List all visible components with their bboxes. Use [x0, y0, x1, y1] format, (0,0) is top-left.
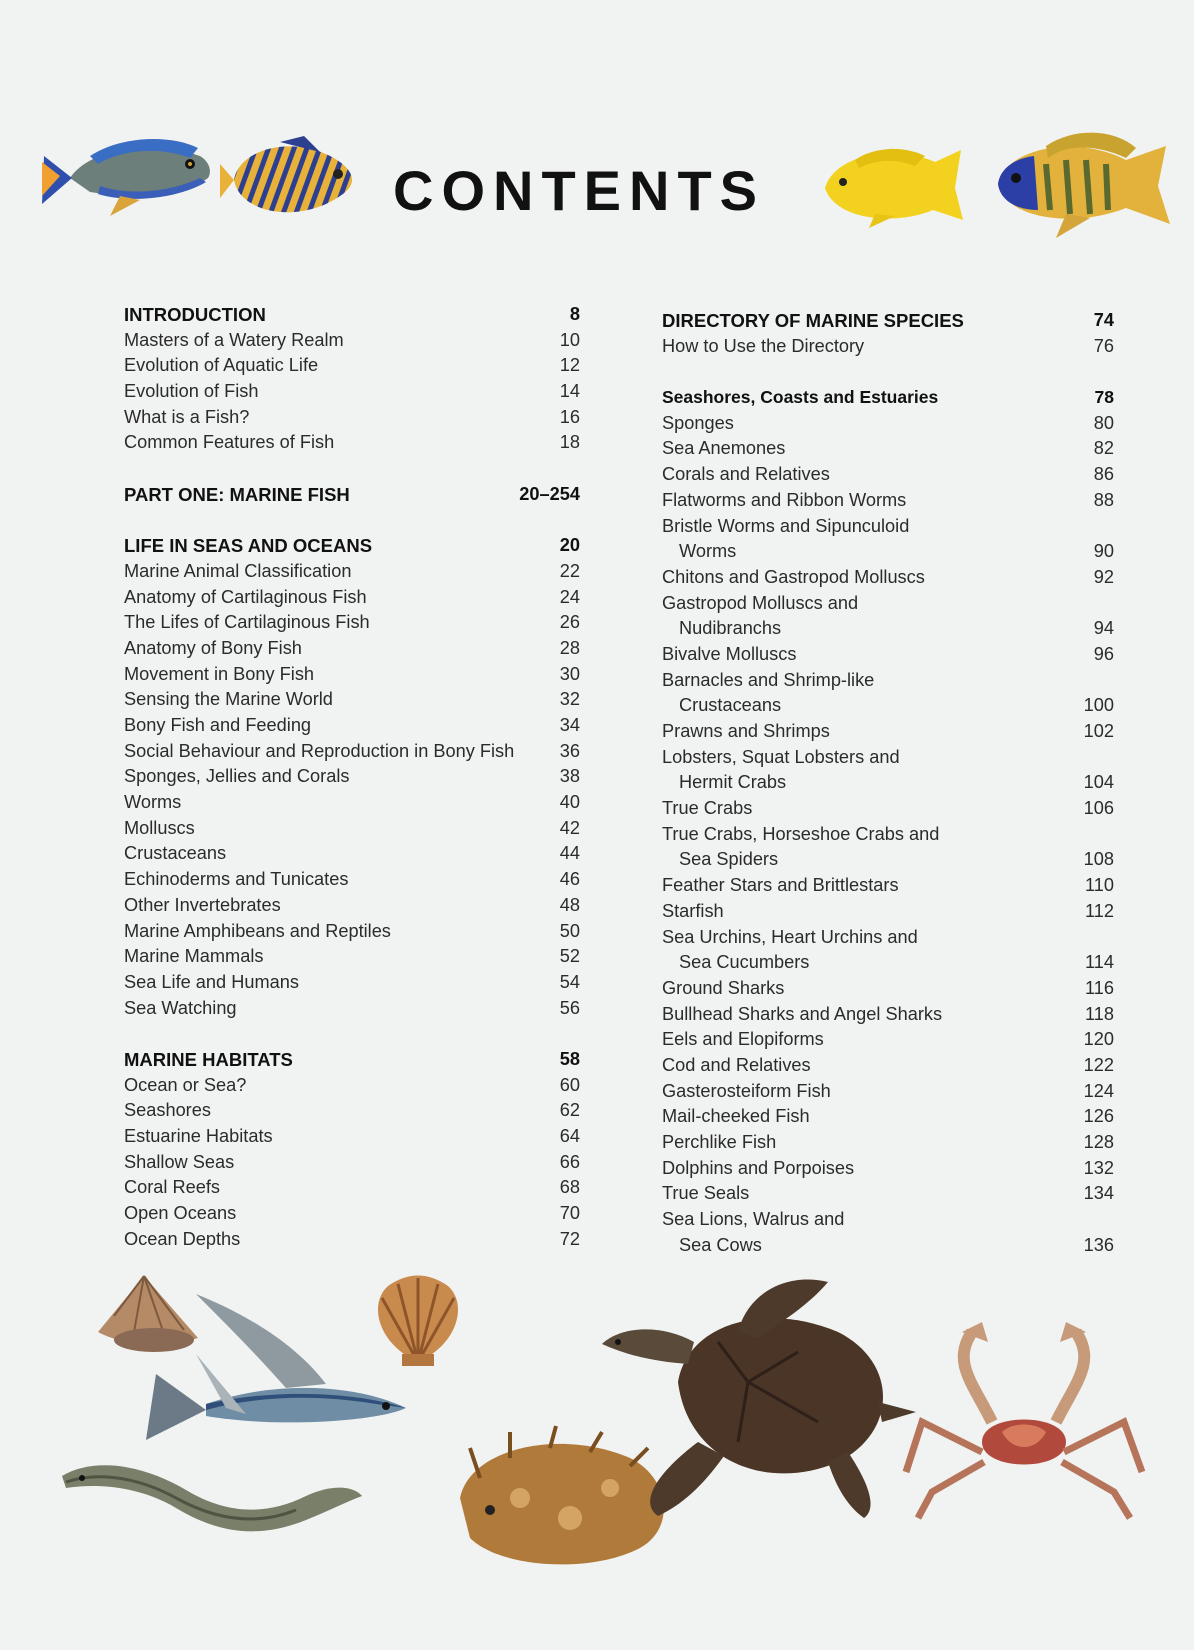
toc-page-number: 92 — [1093, 566, 1114, 587]
toc-entry[interactable] — [662, 1156, 1114, 1182]
toc-page-number: 102 — [1083, 721, 1114, 741]
toc-entry[interactable] — [124, 662, 580, 688]
toc-page-number: 32 — [559, 689, 580, 710]
toc-entry-title: MARINE HABITATS — [124, 1048, 293, 1070]
toc-spacer — [124, 1021, 580, 1047]
toc-entry[interactable] — [662, 873, 1114, 899]
toc-entry-title: Flatworms and Ribbon Worms — [662, 489, 907, 510]
toc-entry-title: Barnacles and Shrimp-like — [662, 669, 875, 690]
toc-entry-title: Sea Cows — [679, 1234, 762, 1255]
toc-page-number: 132 — [1083, 1157, 1114, 1178]
toc-page-number: 88 — [1093, 489, 1114, 510]
toc-entry-title: Anatomy of Bony Fish — [124, 637, 302, 658]
toc-entry[interactable] — [124, 1227, 580, 1253]
toc-entry-title: Marine Mammals — [124, 946, 264, 967]
toc-page-number: 28 — [559, 637, 580, 658]
toc-entry-title: What is a Fish? — [124, 406, 250, 427]
toc-entry-title: Corals and Relatives — [662, 464, 830, 485]
toc-entry[interactable] — [124, 636, 580, 662]
toc-page-number: 64 — [559, 1126, 580, 1146]
toc-spacer — [662, 359, 1114, 385]
toc-entry-title: True Crabs — [662, 798, 753, 819]
toc-entry-title: Marine Animal Classification — [124, 560, 352, 581]
toc-entry[interactable] — [124, 430, 580, 456]
toc-left-column — [124, 302, 580, 1252]
toc-page-number: 124 — [1083, 1080, 1114, 1101]
toc-page-number: 60 — [559, 1074, 580, 1095]
toc-entry-title: Sea Watching — [124, 997, 237, 1018]
toc-page-number: 14 — [559, 381, 580, 402]
toc-entry[interactable] — [662, 1002, 1114, 1028]
toc-spacer — [124, 508, 580, 534]
toc-entry-title: Sea Anemones — [662, 438, 786, 459]
toc-entry[interactable] — [124, 1150, 580, 1176]
toc-page-number: 10 — [559, 329, 580, 350]
toc-page-number: 100 — [1083, 695, 1114, 716]
toc-entry[interactable] — [662, 591, 1114, 617]
crab-icon — [902, 1322, 1146, 1522]
toc-entry-title: Evolution of Aquatic Life — [124, 355, 319, 376]
toc-entry[interactable] — [124, 970, 580, 996]
toc-entry-title: Echinoderms and Tunicates — [124, 869, 349, 890]
toc-entry[interactable] — [662, 514, 1114, 540]
toc-entry[interactable] — [662, 488, 1114, 514]
toc-page-number: 42 — [559, 817, 580, 838]
toc-page-number: 122 — [1083, 1054, 1114, 1075]
toc-entry-title: Common Features of Fish — [124, 432, 335, 453]
toc-entry[interactable] — [662, 950, 1114, 976]
toc-entry-title: Bristle Worms and Sipunculoid — [662, 515, 910, 536]
toc-entry[interactable] — [124, 1201, 580, 1227]
toc-entry-title: Gastropod Molluscs and — [662, 592, 859, 613]
toc-page-number: 116 — [1085, 977, 1114, 998]
flying-fish-icon — [76, 1284, 412, 1444]
scallop-shell-icon — [368, 1274, 468, 1368]
toc-section-heading[interactable] — [662, 308, 1114, 334]
toc-page-number: 90 — [1093, 541, 1114, 562]
toc-entry[interactable] — [124, 559, 580, 585]
toc-entry-title: Worms — [124, 792, 182, 813]
cichlid-fish-icon — [40, 126, 216, 220]
toc-page-number: 36 — [559, 740, 580, 761]
toc-entry[interactable] — [124, 919, 580, 945]
toc-page-number: 112 — [1085, 900, 1114, 921]
toc-page-number: 104 — [1083, 772, 1114, 793]
toc-page-number: 86 — [1093, 464, 1114, 485]
toc-entry[interactable] — [662, 1207, 1114, 1233]
toc-entry-title: Starfish — [662, 900, 724, 921]
toc-entry[interactable] — [124, 405, 580, 431]
toc-page-number: 136 — [1083, 1234, 1114, 1255]
toc-entry-title: Anatomy of Cartilaginous Fish — [124, 586, 367, 607]
toc-entry[interactable] — [124, 713, 580, 739]
toc-entry[interactable] — [662, 976, 1114, 1002]
toc-entry[interactable] — [124, 996, 580, 1022]
toc-page-number: 106 — [1083, 798, 1114, 819]
toc-entry-title: PART ONE: MARINE FISH — [124, 483, 350, 505]
toc-entry[interactable] — [124, 790, 580, 816]
toc-entry-title: Gasterosteiform Fish — [662, 1080, 831, 1101]
toc-entry-title: Seashores, Coasts and Estuaries — [662, 387, 939, 408]
toc-entry-title: INTRODUCTION — [124, 304, 266, 325]
toc-entry[interactable] — [124, 1098, 580, 1124]
toc-page-number: 54 — [559, 971, 580, 992]
toc-entry-title: Mail-cheeked Fish — [662, 1106, 810, 1127]
toc-entry-title: True Crabs, Horseshoe Crabs and — [662, 823, 940, 844]
toc-entry[interactable] — [662, 693, 1114, 719]
toc-entry-title: Sea Lions, Walrus and — [662, 1209, 845, 1230]
toc-page-number: 8 — [569, 304, 580, 324]
toc-entry-title: Molluscs — [124, 817, 195, 838]
toc-page-number: 24 — [559, 586, 580, 607]
blue-faced-cichlid-icon — [986, 124, 1172, 240]
toc-entry-title: Other Invertebrates — [124, 894, 281, 915]
toc-entry-title: Crustaceans — [124, 843, 227, 864]
toc-page-number: 22 — [559, 560, 580, 581]
toc-entry-title: Bullhead Sharks and Angel Sharks — [662, 1003, 943, 1024]
toc-page-number: 128 — [1083, 1132, 1114, 1152]
toc-entry[interactable] — [662, 1233, 1114, 1259]
toc-entry-title: Marine Amphibeans and Reptiles — [124, 920, 391, 941]
sea-turtle-icon — [598, 1272, 918, 1522]
toc-entry-title: Prawns and Shrimps — [662, 721, 830, 741]
toc-entry-title: Cod and Relatives — [662, 1054, 811, 1075]
toc-page-number: 48 — [559, 894, 580, 915]
toc-entry-title: Ground Sharks — [662, 977, 785, 998]
toc-entry[interactable] — [662, 1181, 1114, 1207]
toc-entry[interactable] — [662, 668, 1114, 694]
toc-entry[interactable] — [662, 1104, 1114, 1130]
toc-entry-title: Eels and Elopiforms — [662, 1029, 824, 1050]
toc-page-number: 82 — [1093, 438, 1114, 459]
toc-page-number: 68 — [559, 1177, 580, 1198]
toc-entry-title: Shallow Seas — [124, 1151, 235, 1172]
toc-entry-title: Sponges — [662, 412, 734, 433]
toc-section-heading[interactable] — [124, 1047, 580, 1073]
toc-page-number: 72 — [559, 1228, 580, 1249]
toc-entry[interactable] — [124, 1175, 580, 1201]
toc-entry-title: Estuarine Habitats — [124, 1126, 273, 1146]
toc-entry[interactable] — [662, 847, 1114, 873]
toc-entry-title: Ocean Depths — [124, 1228, 241, 1249]
toc-entry[interactable] — [124, 353, 580, 379]
toc-entry-title: Evolution of Fish — [124, 381, 259, 402]
toc-entry-title: Social Behaviour and Reproduction in Bony Fish — [124, 740, 515, 761]
toc-entry[interactable] — [124, 1124, 580, 1150]
toc-page-number: 70 — [559, 1203, 580, 1224]
toc-entry[interactable] — [124, 867, 580, 893]
toc-entry-title: Crustaceans — [679, 695, 782, 716]
toc-entry[interactable] — [662, 565, 1114, 591]
toc-spacer — [124, 456, 580, 482]
toc-entry[interactable] — [662, 745, 1114, 771]
toc-entry[interactable] — [662, 719, 1114, 745]
toc-entry-title: Sea Urchins, Heart Urchins and — [662, 926, 918, 947]
toc-entry-title: Chitons and Gastropod Molluscs — [662, 566, 925, 587]
toc-entry-title: LIFE IN SEAS AND OCEANS — [124, 535, 373, 557]
toc-section-heading[interactable] — [124, 482, 580, 508]
toc-page-number: 38 — [559, 766, 580, 787]
toc-entry-title: Feather Stars and Brittlestars — [662, 875, 899, 896]
toc-entry-title: Bivalve Molluscs — [662, 643, 797, 664]
toc-entry[interactable] — [124, 816, 580, 842]
toc-page-number: 80 — [1093, 412, 1114, 433]
toc-page-number: 66 — [559, 1151, 580, 1172]
toc-entry[interactable] — [124, 610, 580, 636]
toc-page-number: 16 — [559, 406, 580, 427]
toc-entry-title: Bony Fish and Feeding — [124, 715, 312, 735]
toc-entry[interactable] — [662, 1079, 1114, 1105]
toc-page-number: 56 — [559, 997, 580, 1018]
toc-entry[interactable] — [662, 334, 1114, 360]
toc-page-number: 74 — [1093, 310, 1114, 330]
toc-entry-title: Nudibranchs — [679, 618, 782, 639]
toc-entry-title: True Seals — [662, 1183, 750, 1204]
toc-page-number: 126 — [1083, 1106, 1114, 1127]
toc-entry-title: Ocean or Sea? — [124, 1074, 247, 1095]
toc-entry[interactable] — [662, 616, 1114, 642]
toc-entry[interactable] — [662, 411, 1114, 437]
toc-entry-title: The Lifes of Cartilaginous Fish — [124, 612, 370, 633]
toc-entry[interactable] — [662, 770, 1114, 796]
toc-entry[interactable] — [662, 822, 1114, 848]
toc-page-number: 30 — [559, 663, 580, 684]
toc-page-number: 120 — [1083, 1029, 1114, 1050]
toc-entry-title: Perchlike Fish — [662, 1132, 777, 1152]
toc-entry-title: Lobsters, Squat Lobsters and — [662, 746, 900, 767]
toc-entry-title: Open Oceans — [124, 1203, 237, 1224]
toc-entry-title: Hermit Crabs — [679, 772, 787, 793]
toc-entry[interactable] — [662, 1027, 1114, 1053]
toc-page-number: 18 — [559, 432, 580, 453]
toc-entry[interactable] — [662, 925, 1114, 951]
toc-entry-title: DIRECTORY OF MARINE SPECIES — [662, 310, 964, 331]
toc-entry[interactable] — [662, 1053, 1114, 1079]
toc-entry[interactable] — [124, 687, 580, 713]
toc-entry[interactable] — [124, 585, 580, 611]
toc-entry-title: Sponges, Jellies and Corals — [124, 766, 350, 787]
toc-entry-title: Seashores — [124, 1100, 211, 1121]
toc-page-number: 40 — [559, 792, 580, 813]
toc-entry[interactable] — [662, 899, 1114, 925]
eel-icon — [56, 1436, 370, 1546]
toc-entry[interactable] — [124, 841, 580, 867]
toc-page-number: 12 — [559, 355, 580, 376]
toc-page-number: 26 — [559, 612, 580, 633]
toc-page-number: 50 — [559, 920, 580, 941]
toc-subsection-heading[interactable] — [662, 385, 1114, 411]
toc-entry-title: How to Use the Directory — [662, 335, 865, 356]
toc-page-number: 20–254 — [519, 483, 580, 504]
toc-entry[interactable] — [124, 328, 580, 354]
toc-entry-title: Sensing the Marine World — [124, 689, 333, 710]
toc-page-number: 76 — [1093, 335, 1114, 356]
toc-entry-title: Sea Cucumbers — [679, 952, 810, 973]
toc-entry-title: Sea Spiders — [679, 849, 779, 870]
toc-page-number: 78 — [1094, 387, 1114, 408]
toc-entry-title: Sea Life and Humans — [124, 971, 299, 992]
toc-section-heading[interactable] — [124, 533, 580, 559]
toc-entry[interactable] — [124, 1073, 580, 1099]
toc-page-number: 108 — [1083, 849, 1114, 870]
toc-entry[interactable] — [662, 436, 1114, 462]
toc-page-number: 114 — [1085, 952, 1114, 973]
toc-entry[interactable] — [662, 642, 1114, 668]
toc-entry[interactable] — [662, 1130, 1114, 1156]
toc-entry-title: Masters of a Watery Realm — [124, 329, 344, 350]
regal-angelfish-icon — [220, 134, 364, 224]
toc-entry[interactable] — [124, 739, 580, 765]
toc-entry-title: Worms — [679, 541, 737, 562]
toc-entry-title: Movement in Bony Fish — [124, 663, 315, 684]
toc-entry-title: Coral Reefs — [124, 1177, 221, 1198]
page-title: CONTENTS — [393, 159, 765, 222]
toc-page-number: 20 — [559, 535, 580, 556]
toc-entry[interactable] — [124, 764, 580, 790]
toc-page-number: 94 — [1093, 618, 1114, 639]
toc-entry[interactable] — [124, 893, 580, 919]
toc-page-number: 118 — [1085, 1003, 1114, 1024]
toc-section-heading[interactable] — [124, 302, 580, 328]
toc-page-number: 96 — [1093, 643, 1114, 664]
toc-right-column — [662, 308, 1114, 1258]
toc-page-number: 44 — [559, 843, 580, 864]
toc-entry[interactable] — [662, 796, 1114, 822]
toc-page-number: 34 — [559, 715, 580, 735]
yellow-tang-fish-icon — [815, 140, 965, 230]
toc-page-number: 46 — [559, 869, 580, 890]
toc-page-number: 58 — [559, 1048, 580, 1069]
toc-page-number: 52 — [559, 946, 580, 967]
toc-page-number: 110 — [1085, 875, 1114, 896]
toc-entry[interactable] — [124, 944, 580, 970]
toc-entry[interactable] — [124, 379, 580, 405]
toc-page-number: 62 — [559, 1100, 580, 1121]
toc-entry[interactable] — [662, 462, 1114, 488]
toc-page-number: 134 — [1083, 1183, 1114, 1204]
toc-entry-title: Dolphins and Porpoises — [662, 1157, 855, 1178]
toc-entry[interactable] — [662, 539, 1114, 565]
